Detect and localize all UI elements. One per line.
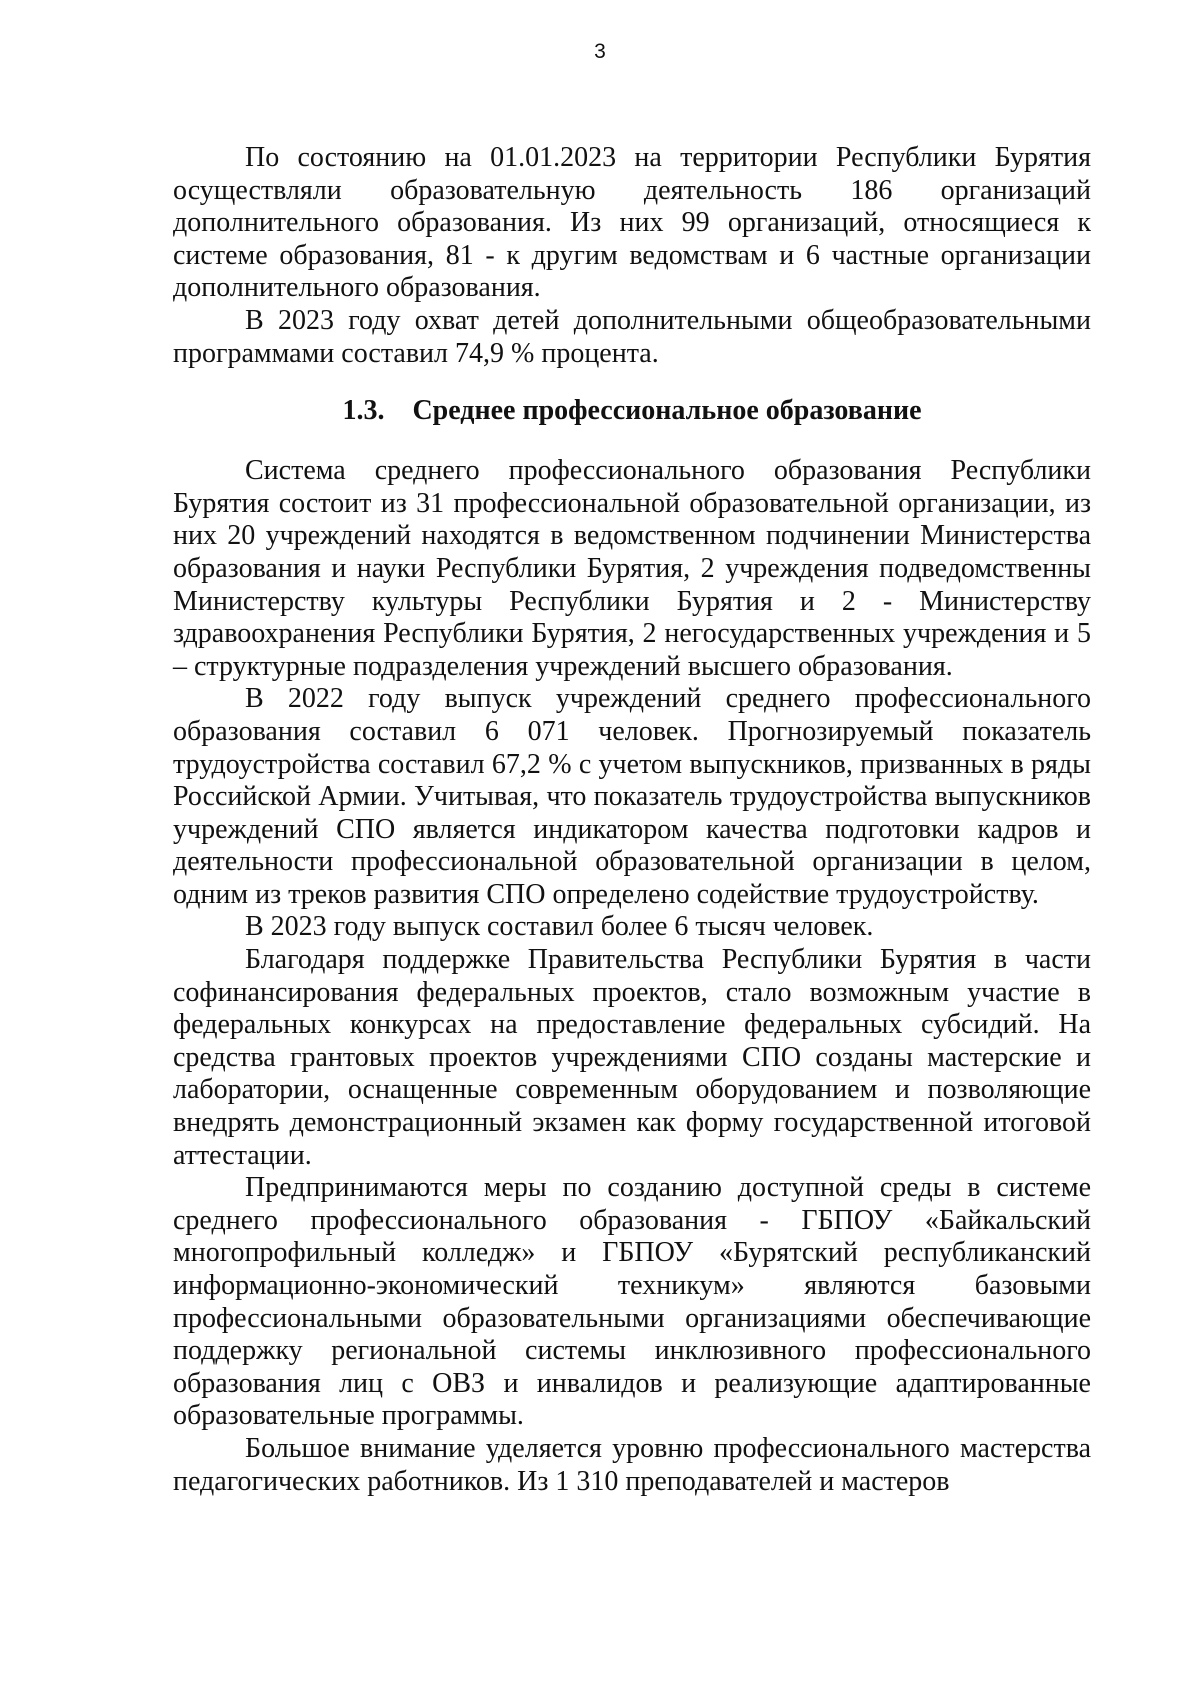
paragraph: Система среднего профессионального образования Республики Бурятия состоит из 31 профессиональной образовательной организации, из них 20 учреждений находятся в ведомственном подчинении Министерства образования и науки Республики Бурятия, 2 учреждения подведомственны Министерству культуры Республики Бурятия и 2 - Министерству здравоохранения Республики Бурятия, 2 негосударственных учреждения и 5 – структурные подразделения учреждений высшего образования.	[173, 455, 1091, 682]
section-title: Среднее профессиональное образование	[412, 395, 922, 427]
paragraph: В 2022 году выпуск учреждений среднего профессионального образования составил 6 071 человек. Прогнозируемый показатель трудоустройства составил 67,2 % с учетом выпускников, призванных в ряды Российской Армии. Учитывая, что показатель трудоустройства выпускников учреждений СПО является индикатором качества подготовки кадров и деятельности профессиональной образовательной организации в целом, одним из треков развития СПО определено содействие трудоустройству.	[173, 683, 1091, 910]
paragraph: По состоянию на 01.01.2023 на территории Республики Бурятия осуществляли образовательную деятельность 186 организаций дополнительного образования. Из них 99 организаций, относящиеся к системе образования, 81 - к другим ведомствам и 6 частные организации дополнительного образования.	[173, 142, 1091, 304]
document-body	[173, 142, 1091, 1498]
paragraph: Большое внимание уделяется уровню профессионального мастерства педагогических работников. Из 1 310 преподавателей и мастеров	[173, 1432, 1091, 1497]
paragraph: Предпринимаются меры по созданию доступной среды в системе среднего профессионального образования - ГБПОУ «Байкальский многопрофильный колледж» и ГБПОУ «Бурятский республиканский информационно-экономический техникум» являются базовыми профессиональными образовательными организациями обеспечивающие поддержку региональной системы инклюзивного профессионального образования лиц с ОВЗ и инвалидов и реализующие адаптированные образовательные программы.	[173, 1172, 1091, 1432]
paragraph: В 2023 году охват детей дополнительными общеобразовательными программами составил 74,9 % процента.	[173, 304, 1091, 369]
paragraph: В 2023 году выпуск составил более 6 тысяч человек.	[245, 911, 874, 943]
page-number: 3	[594, 40, 606, 63]
section-heading	[173, 394, 1091, 428]
section-number: 1.3.	[342, 395, 385, 427]
paragraph: Благодаря поддержке Правительства Республики Бурятия в части софинансирования федеральных проектов, стало возможным участие в федеральных конкурсах на предоставление федеральных субсидий. На средства грантовых проектов учреждениями СПО созданы мастерские и лаборатории, оснащенные современным оборудованием и позволяющие внедрять демонстрационный экзамен как форму государственной итоговой аттестации.	[173, 944, 1091, 1171]
